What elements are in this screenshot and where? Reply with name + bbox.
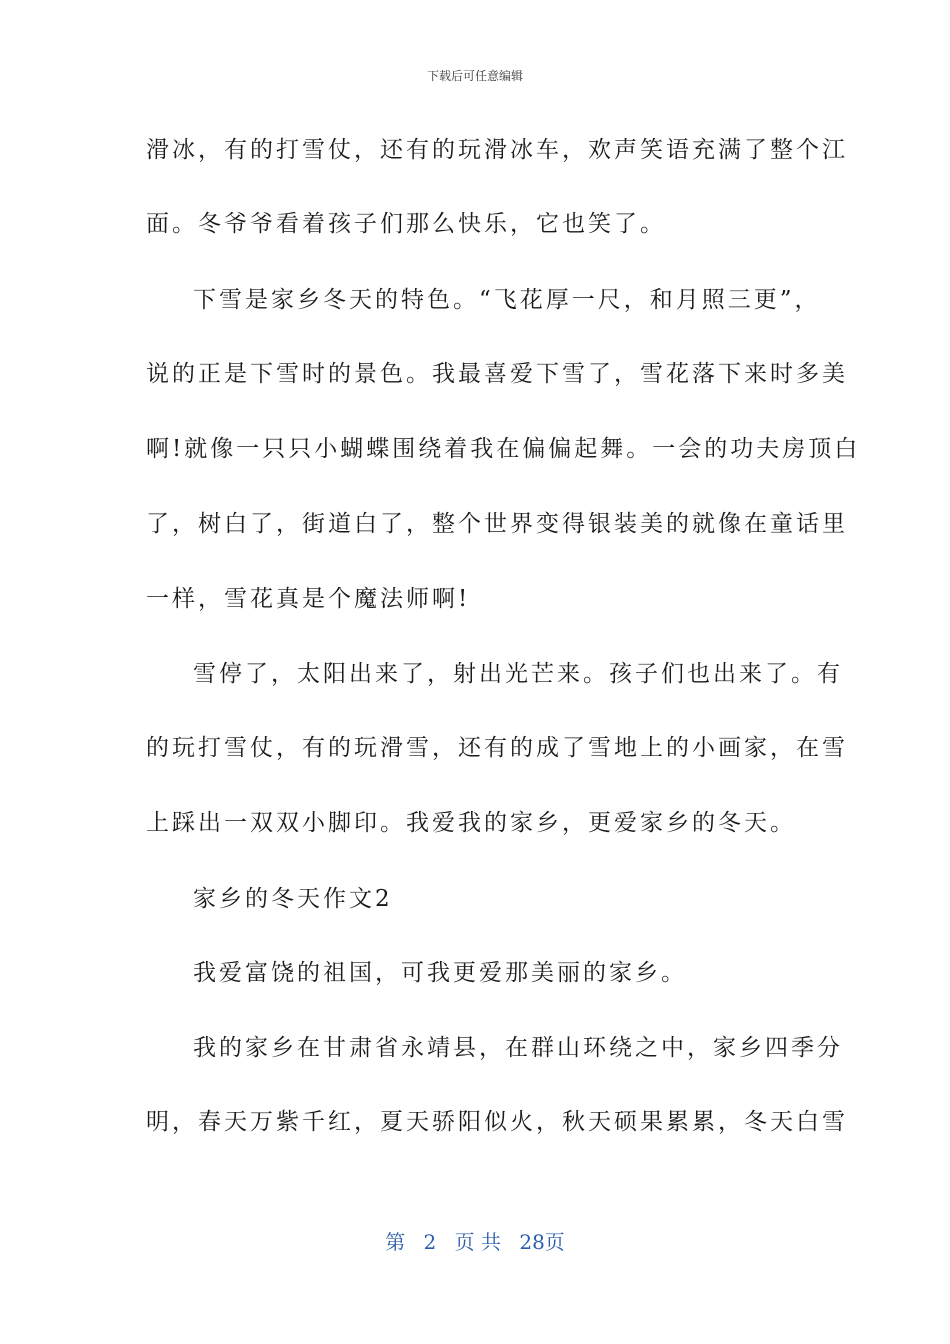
text-line: 的玩打雪仗，有的玩滑雪，还有的成了雪地上的小画家，在雪 xyxy=(146,735,848,761)
footer-middle: 页 共 xyxy=(454,1230,501,1254)
text-line: 我的家乡在甘肃省永靖县，在群山环绕之中，家乡四季分 xyxy=(193,1035,843,1061)
page-header: 下载后可任意编辑 xyxy=(426,69,523,83)
text-line: 下雪是家乡冬天的特色。“飞花厚一尺，和月照三更”， xyxy=(193,287,821,313)
text-line: 了，树白了，街道白了，整个世界变得银装美的就像在童话里 xyxy=(146,511,848,537)
footer-total-pages: 28页 xyxy=(519,1230,565,1254)
text-line: 雪停了，太阳出来了，射出光芒来。孩子们也出来了。有 xyxy=(193,661,843,687)
text-line: 啊!就像一只只小蝴蝶围绕着我在偏偏起舞。一会的功夫房顶白 xyxy=(146,436,861,462)
text-line: 我爱富饶的祖国，可我更爱那美丽的家乡。 xyxy=(193,960,687,986)
section-title: 家乡的冬天作文2 xyxy=(193,886,393,912)
footer-prefix: 第 xyxy=(385,1230,406,1254)
text-line: 面。冬爷爷看着孩子们那么快乐，它也笑了。 xyxy=(146,211,666,237)
text-line: 滑冰，有的打雪仗，还有的玩滑冰车，欢声笑语充满了整个江 xyxy=(146,137,848,163)
text-line: 上踩出一双双小脚印。我爱我的家乡，更爱家乡的冬天。 xyxy=(146,810,796,836)
page-footer xyxy=(0,1226,950,1255)
text-line: 明，春天万紫千红，夏天骄阳似火，秋天硕果累累，冬天白雪 xyxy=(146,1109,848,1135)
text-line: 一样，雪花真是个魔法师啊! xyxy=(146,586,471,612)
footer-page-number: 2 xyxy=(423,1230,437,1254)
text-line: 说的正是下雪时的景色。我最喜爱下雪了，雪花落下来时多美 xyxy=(146,361,848,387)
